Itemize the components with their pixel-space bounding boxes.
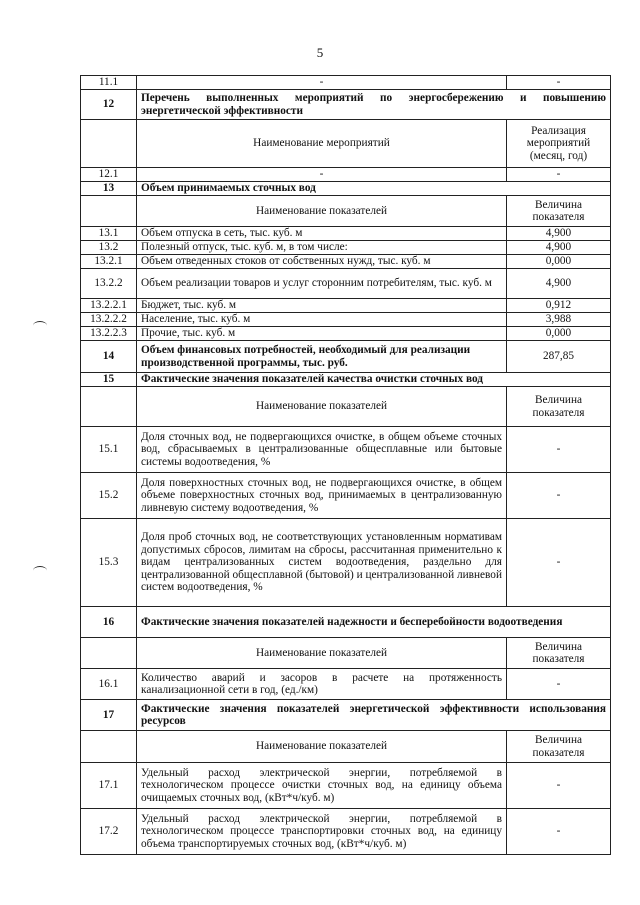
row-number: 13.2.2.2	[81, 313, 137, 327]
row-text: -	[137, 168, 507, 182]
row-value: 4,900	[507, 241, 611, 255]
row-number: 13.2.2.3	[81, 327, 137, 341]
section-title: Фактические значения показателей качества очистки сточных вод	[137, 373, 611, 387]
section-title: Объем принимаемых сточных вод	[137, 182, 611, 196]
row-text: -	[137, 76, 507, 90]
column-header-value: Величина показателя	[507, 387, 611, 427]
table-row	[81, 255, 611, 269]
row-text: Объем отведенных стоков от собственных нужд, тыс. куб. м	[137, 255, 507, 269]
column-header-value: Величина показателя	[507, 731, 611, 763]
row-value: 3,988	[507, 313, 611, 327]
section-title: Фактические значения показателей надежности и бесперебойности водоотведения	[137, 607, 611, 638]
row-number: 16.1	[81, 669, 137, 700]
row-text: Объем отпуска в сеть, тыс. куб. м	[137, 227, 507, 241]
section-number: 16	[81, 607, 137, 638]
row-text: Полезный отпуск, тыс. куб. м, в том числе:	[137, 241, 507, 255]
row-text: Прочие, тыс. куб. м	[137, 327, 507, 341]
row-value: -	[507, 669, 611, 700]
column-header-name: Наименование мероприятий	[137, 120, 507, 168]
column-header-row	[81, 731, 611, 763]
table-row	[81, 313, 611, 327]
column-header-name: Наименование показателей	[137, 731, 507, 763]
column-header-value: Реализация мероприятий (месяц, год)	[507, 120, 611, 168]
section-row	[81, 182, 611, 196]
page-number: 5	[316, 45, 324, 60]
row-value: 0,912	[507, 299, 611, 313]
row-text: Удельный расход электрической энергии, потребляемой в технологическом процессе очистки сточных вод, на единицу объема очищаемых сточных вод, (кВт*ч/куб. м)	[137, 763, 507, 809]
section-number: 12	[81, 90, 137, 120]
margin-mark	[33, 321, 47, 330]
row-value: -	[507, 76, 611, 90]
margin-mark	[33, 566, 47, 575]
section-row	[81, 700, 611, 731]
row-value: -	[507, 473, 611, 519]
section-row	[81, 607, 611, 638]
table-row	[81, 327, 611, 341]
row-number: 13.2	[81, 241, 137, 255]
column-header-value: Величина показателя	[507, 638, 611, 669]
table-row	[81, 168, 611, 182]
row-text: Население, тыс. куб. м	[137, 313, 507, 327]
section-number: 13	[81, 182, 137, 196]
row-number: 11.1	[81, 76, 137, 90]
row-value: -	[507, 168, 611, 182]
section-number: 15	[81, 373, 137, 387]
table-row	[81, 299, 611, 313]
column-header-value: Величина показателя	[507, 196, 611, 227]
row-value: -	[507, 809, 611, 855]
row-number: 13.1	[81, 227, 137, 241]
section-title: Перечень выполненных мероприятий по энергосбережению и повышению энергетической эффективности	[137, 90, 611, 120]
row-value: -	[507, 427, 611, 473]
column-header-name: Наименование показателей	[137, 638, 507, 669]
row-number: 15.1	[81, 427, 137, 473]
column-header-row	[81, 120, 611, 168]
row-text: Количество аварий и засоров в расчете на протяженность канализационной сети в год, (ед./км)	[137, 669, 507, 700]
section-number: 17	[81, 700, 137, 731]
row-number: 17.2	[81, 809, 137, 855]
row-text: Удельный расход электрической энергии, потребляемой в технологическом процессе транспортировки сточных вод, на единицу объема транспортируемых сточных вод, (кВт*ч/куб. м)	[137, 809, 507, 855]
row-text: Доля поверхностных сточных вод, не подвергающихся очистке, в общем объеме поверхностных сточных вод, принимаемых в централизованную ливневую систему водоотведения, %	[137, 473, 507, 519]
table-row	[81, 269, 611, 299]
column-header-row	[81, 196, 611, 227]
table-row	[81, 473, 611, 519]
row-value: 287,85	[507, 341, 611, 373]
indicator-table	[80, 75, 611, 855]
row-value: 4,900	[507, 227, 611, 241]
row-text: Объем реализации товаров и услуг сторонним потребителям, тыс. куб. м	[137, 269, 507, 299]
table-row	[81, 669, 611, 700]
table-row	[81, 341, 611, 373]
row-text: Доля проб сточных вод, не соответствующих установленным нормативам допустимых сбросов, лимитам на сбросы, рассчитанная применительно к видам централизованных систем водоотведения, раздельно для централизованной общесплавной (бытовой) и централизованной ливневой систем водоотведения, %	[137, 519, 507, 607]
table-row	[81, 241, 611, 255]
row-number: 12.1	[81, 168, 137, 182]
row-number: 13.2.2.1	[81, 299, 137, 313]
section-row	[81, 90, 611, 120]
table-row	[81, 427, 611, 473]
table-row	[81, 763, 611, 809]
row-value: 4,900	[507, 269, 611, 299]
row-value: 0,000	[507, 327, 611, 341]
row-number: 15.2	[81, 473, 137, 519]
column-header-row	[81, 387, 611, 427]
row-number: 15.3	[81, 519, 137, 607]
row-number: 17.1	[81, 763, 137, 809]
row-value: 0,000	[507, 255, 611, 269]
row-number: 14	[81, 341, 137, 373]
row-number: 13.2.2	[81, 269, 137, 299]
row-number: 13.2.1	[81, 255, 137, 269]
column-header-row	[81, 638, 611, 669]
table-row	[81, 227, 611, 241]
column-header-name: Наименование показателей	[137, 387, 507, 427]
row-value: -	[507, 519, 611, 607]
section-row	[81, 373, 611, 387]
row-value: -	[507, 763, 611, 809]
table-row	[81, 809, 611, 855]
section-title: Фактические значения показателей энергетической эффективности использования ресурсов	[137, 700, 611, 731]
row-text: Бюджет, тыс. куб. м	[137, 299, 507, 313]
table-row	[81, 76, 611, 90]
table-row	[81, 519, 611, 607]
row-text: Доля сточных вод, не подвергающихся очистке, в общем объеме сточных вод, сбрасываемых в централизованные общесплавные или бытовые системы водоотведения, %	[137, 427, 507, 473]
column-header-name: Наименование показателей	[137, 196, 507, 227]
row-text: Объем финансовых потребностей, необходимый для реализации производственной программы, тыс. руб.	[137, 341, 507, 373]
